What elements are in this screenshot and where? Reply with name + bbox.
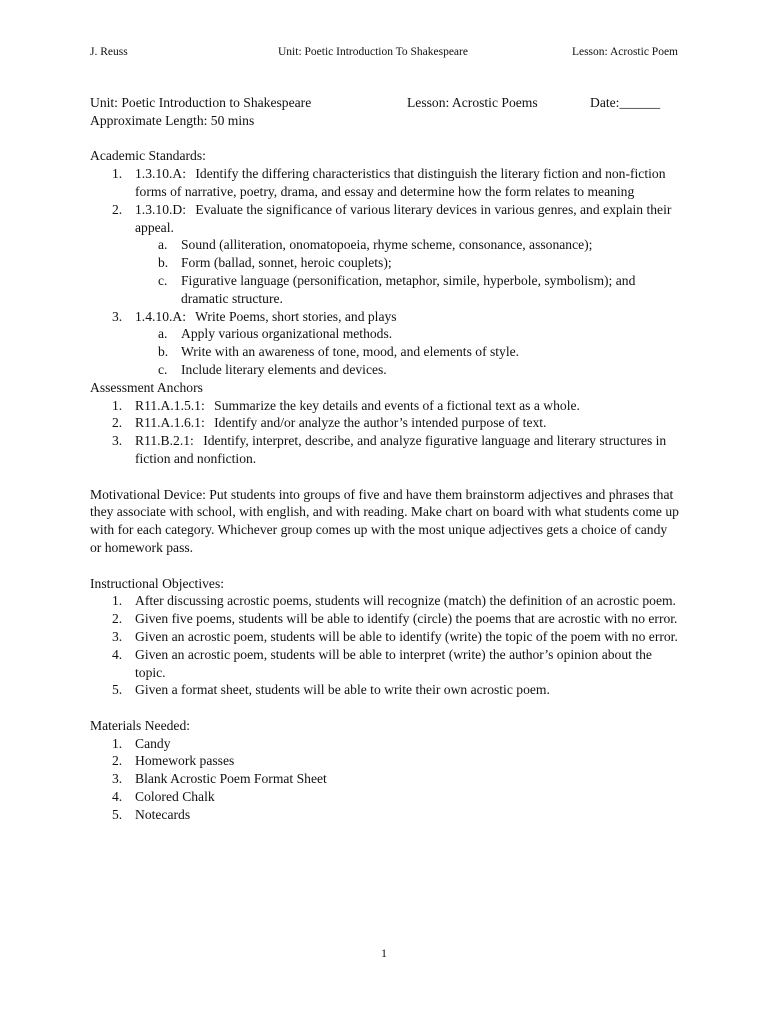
unit-line — [90, 94, 680, 112]
objective-item: 5. Given a format sheet, students will be able to write their own acrostic poem. — [112, 682, 550, 698]
standard-subitem: a. Sound (alliteration, onomatopoeia, rhyme scheme, consonance, assonance); — [158, 237, 593, 253]
standard-item: 3. 1.4.10.A: Write Poems, short stories, and plays a. Apply various organizational methods. b. Write with an awareness of tone, mood, and elements of style. c. Include literary elements and devices. — [90, 308, 680, 379]
approximate-length: Approximate Length: 50 mins — [90, 112, 255, 128]
anchor-text: Summarize the key details and events of a fictional text as a whole. — [214, 397, 580, 413]
anchor-code: R11.A.1.5.1: — [135, 397, 205, 413]
standard-text: Write Poems, short stories, and plays — [195, 308, 397, 324]
standards-heading: Academic Standards: — [90, 148, 206, 164]
objective-item: 1. After discussing acrostic poems, students will recognize (match) the definition of an acrostic poem. — [112, 593, 676, 609]
standard-subitem: b. Write with an awareness of tone, mood, and elements of style. — [158, 344, 520, 360]
standard-code: 1.3.10.A: — [135, 166, 186, 182]
objective-item: 2. Given five poems, students will be able to identify (circle) the poems that are acrostic with no error. — [112, 611, 678, 627]
materials-heading: Materials Needed: — [90, 717, 191, 733]
header-unit: Unit: Poetic Introduction To Shakespeare — [278, 46, 468, 58]
anchor-text: Identify and/or analyze the author’s intended purpose of text. — [214, 415, 547, 431]
lesson-title: Lesson: Acrostic Poems — [407, 95, 538, 110]
unit-title: Unit: Poetic Introduction to Shakespeare — [90, 95, 312, 110]
objectives-list — [90, 592, 680, 699]
material-item: 2. Homework passes — [112, 753, 235, 769]
anchors-heading: Assessment Anchors — [90, 379, 203, 395]
material-item: 1. Candy — [112, 735, 171, 751]
anchor-code: R11.A.1.6.1: — [135, 415, 205, 431]
objectives-heading: Instructional Objectives: — [90, 575, 225, 591]
anchor-item: 1. R11.A.1.5.1: Summarize the key details and events of a fictional text as a whole. — [112, 397, 580, 413]
standard-subitem: b. Form (ballad, sonnet, heroic couplets); — [158, 255, 392, 271]
standard-code: 1.4.10.A: — [135, 308, 186, 324]
anchor-code: R11.B.2.1: — [135, 433, 194, 449]
page-number: 1 — [381, 946, 387, 960]
objective-item: 3. Given an acrostic poem, students will be able to identify (write) the topic of the poem with no error. — [112, 628, 678, 644]
motivational-device: Motivational Device: Put students into groups of five and have them brainstorm adjectives and phrases that they associate with school, with english, and with reading. Make chart on board with what students come up with for each category. Whichever group comes up with the most unique adjectives gets a choice of candy or homework pass. — [90, 486, 679, 555]
standard-subitem: a. Apply various organizational methods. — [158, 326, 393, 342]
header-author: J. Reuss — [90, 46, 128, 58]
standard-text: Evaluate the significance of various literary devices in various genres, and explain their appeal. — [135, 201, 672, 235]
standard-sublist — [135, 236, 680, 307]
anchor-item: 3. R11.B.2.1: Identify, interpret, describe, and analyze figurative language and literary structures in fiction and nonfiction. — [112, 433, 667, 466]
date-field: Date:______ — [590, 95, 661, 110]
standard-item: 2. 1.3.10.D: Evaluate the significance of various literary devices in various genres, and explain their appeal. a. Sound (alliteration, onomatopoeia, rhyme scheme, consonance, assonance); b. Form (ballad, sonnet, heroic couplets); c. Figurative language (personification, metaphor, simile, hyperbole, symbolism); and dramatic structure. — [90, 201, 680, 308]
page-header — [90, 46, 678, 62]
material-item: 3. Blank Acrostic Poem Format Sheet — [112, 771, 327, 787]
standard-code: 1.3.10.D: — [135, 201, 186, 217]
standard-item: 1. 1.3.10.A: Identify the differing characteristics that distinguish the literary fiction and non-fiction forms of narrative, poetry, drama, and essay and determine how the form relates to meaning — [112, 166, 666, 199]
material-item: 5. Notecards — [112, 806, 191, 822]
materials-list — [90, 735, 680, 824]
standards-list — [90, 165, 680, 379]
standard-text: Identify the differing characteristics that distinguish the literary fiction and non-fiction forms of narrative, poetry, drama, and essay and determine how the form relates to meaning — [135, 166, 666, 199]
header-lesson: Lesson: Acrostic Poem — [571, 46, 678, 58]
anchor-item: 2. R11.A.1.6.1: Identify and/or analyze the author’s intended purpose of text. — [112, 415, 547, 431]
material-item: 4. Colored Chalk — [112, 789, 215, 805]
standard-subitem: c. Include literary elements and devices. — [158, 361, 387, 377]
anchor-text: Identify, interpret, describe, and analyze figurative language and literary structures in fiction and nonfiction. — [135, 433, 667, 466]
anchors-list — [90, 397, 680, 468]
standard-subitem: c. Figurative language (personification, metaphor, simile, hyperbole, symbolism); and dramatic structure. — [158, 272, 636, 306]
lesson-plan-body — [90, 94, 680, 824]
standard-sublist — [135, 325, 680, 378]
objective-item: 4. Given an acrostic poem, students will be able to interpret (write) the author’s opinion about the topic. — [112, 646, 652, 680]
